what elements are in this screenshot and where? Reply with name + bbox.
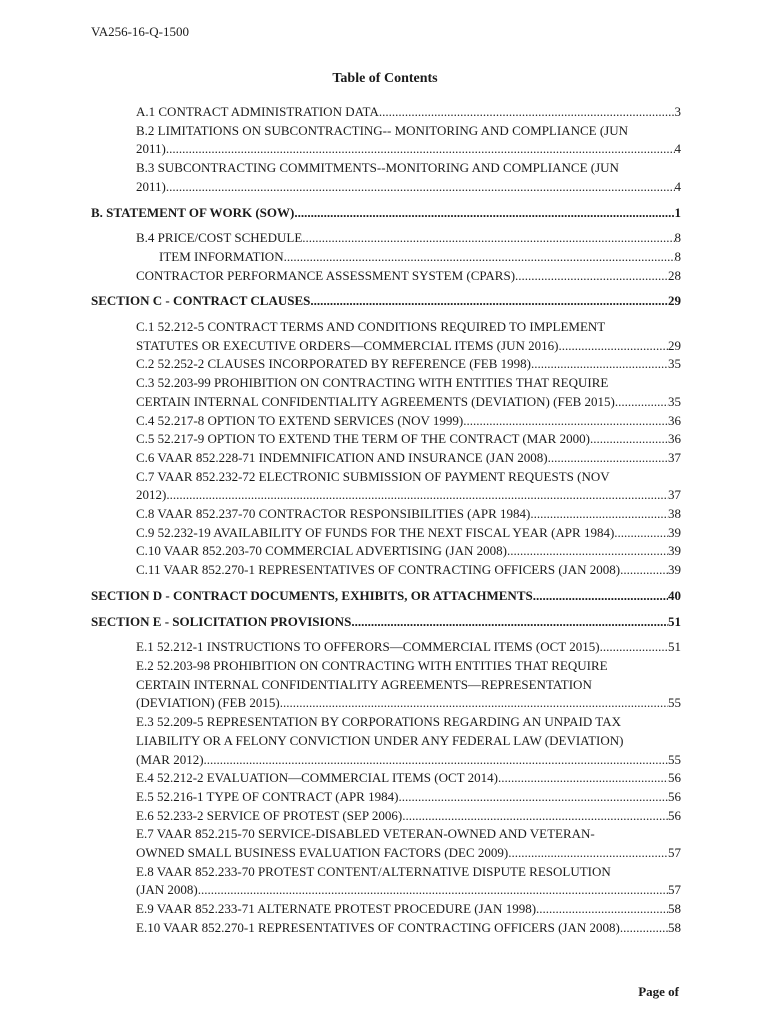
toc-entry[interactable]	[136, 638, 681, 657]
toc-entry[interactable]	[136, 449, 681, 468]
toc-entry-text: C.9 52.232-19 AVAILABILITY OF FUNDS FOR THE NEXT FISCAL YEAR (APR 1984)	[136, 524, 615, 540]
dot-leader	[536, 900, 668, 919]
toc-entry[interactable]	[136, 713, 681, 769]
dot-leader	[284, 248, 675, 267]
toc-entry-line	[91, 613, 681, 632]
toc-entry[interactable]	[136, 430, 681, 449]
toc-page-number: 56	[668, 788, 681, 804]
toc-entry-line	[136, 751, 681, 770]
toc-entry[interactable]	[136, 807, 681, 826]
toc-entry-text: B.3 SUBCONTRACTING COMMITMENTS--MONITORING AND COMPLIANCE (JUN	[136, 160, 619, 176]
dot-leader	[515, 267, 668, 286]
toc-entry-text: C.7 VAAR 852.232-72 ELECTRONIC SUBMISSION OF PAYMENT REQUESTS (NOV	[136, 468, 610, 484]
toc-entry-line	[136, 318, 681, 337]
toc-entry[interactable]	[136, 919, 681, 938]
dot-leader	[507, 542, 668, 561]
toc-page-number: 28	[668, 267, 681, 283]
toc-entry-text: STATUTES OR EXECUTIVE ORDERS—COMMERCIAL ITEMS (JUN 2016)	[136, 337, 559, 353]
toc-entry-line	[136, 468, 681, 487]
toc-entry-text: C.8 VAAR 852.237-70 CONTRACTOR RESPONSIBILITIES (APR 1984)	[136, 506, 531, 522]
toc-entry-text: (DEVIATION) (FEB 2015)	[136, 695, 280, 711]
toc-entry-text: E.4 52.212-2 EVALUATION—COMMERCIAL ITEMS (OCT 2014)	[136, 770, 498, 786]
dot-leader	[166, 178, 675, 197]
toc-entry-text: E.10 VAAR 852.270-1 REPRESENTATIVES OF CONTRACTING OFFICERS (JAN 2008)	[136, 919, 620, 935]
toc-entry-line	[136, 159, 681, 178]
table-of-contents	[91, 103, 681, 938]
dot-leader	[600, 638, 668, 657]
toc-page-number: 36	[668, 431, 681, 447]
toc-entry-line	[136, 393, 681, 412]
toc-page-number: 57	[668, 845, 681, 861]
toc-entry-text: C.2 52.252-2 CLAUSES INCORPORATED BY REFERENCE (FEB 1998)	[136, 356, 531, 372]
toc-entry-line	[136, 561, 681, 580]
toc-entry-text: (JAN 2008)	[136, 882, 198, 898]
dot-leader	[351, 613, 668, 632]
toc-entry-line	[136, 140, 681, 159]
toc-entry-line	[136, 486, 681, 505]
toc-entry-text: E.6 52.233-2 SERVICE OF PROTEST (SEP 2006)	[136, 807, 403, 823]
toc-entry-line	[136, 881, 681, 900]
dot-leader	[590, 430, 668, 449]
toc-entry[interactable]	[136, 318, 681, 355]
toc-entry-line	[136, 694, 681, 713]
toc-entry-line	[136, 229, 681, 248]
toc-page-number: 4	[674, 178, 681, 194]
toc-entry-text: SECTION E - SOLICITATION PROVISIONS	[91, 613, 352, 629]
toc-entry-line	[136, 863, 681, 882]
toc-entry-line	[136, 337, 681, 356]
toc-page-number: 55	[668, 695, 681, 711]
toc-entry[interactable]	[136, 374, 681, 411]
toc-entry-text: 2011)	[136, 141, 166, 157]
toc-entry[interactable]	[136, 524, 681, 543]
toc-entry-line	[136, 900, 681, 919]
toc-entry-line	[136, 919, 681, 938]
toc-entry[interactable]	[136, 505, 681, 524]
toc-page-number: 39	[668, 543, 681, 559]
toc-entry-text: OWNED SMALL BUSINESS EVALUATION FACTORS (DEC 2009)	[136, 845, 509, 861]
toc-entry[interactable]	[159, 248, 681, 267]
toc-entry-text: SECTION C - CONTRACT CLAUSES	[91, 293, 311, 309]
toc-entry-line	[136, 807, 681, 826]
toc-entry-text: B. STATEMENT OF WORK (SOW)	[91, 204, 295, 220]
dot-leader	[508, 844, 668, 863]
toc-entry[interactable]	[136, 122, 681, 159]
toc-entry-text: E.9 VAAR 852.233-71 ALTERNATE PROTEST PROCEDURE (JAN 1998)	[136, 901, 537, 917]
toc-entry-line	[136, 844, 681, 863]
toc-page-number: 4	[674, 141, 681, 157]
toc-entry-line	[136, 769, 681, 788]
toc-entry-text: C.3 52.203-99 PROHIBITION ON CONTRACTING WITH ENTITIES THAT REQUIRE	[136, 375, 609, 391]
dot-leader	[530, 505, 668, 524]
toc-entry-line	[136, 449, 681, 468]
document-id: VA256-16-Q-1500	[91, 24, 189, 39]
toc-entry-text: 2011)	[136, 178, 166, 194]
toc-entry-line	[136, 676, 681, 695]
toc-entry-line	[136, 713, 681, 732]
toc-entry-text: 2012)	[136, 487, 167, 503]
toc-entry-line	[159, 248, 681, 267]
toc-entry[interactable]	[136, 103, 681, 122]
dot-leader	[310, 292, 668, 311]
dot-leader	[531, 355, 668, 374]
toc-entry-text: LIABILITY OR A FELONY CONVICTION UNDER ANY FEDERAL LAW (DEVIATION)	[136, 732, 624, 748]
toc-entry-text: CONTRACTOR PERFORMANCE ASSESSMENT SYSTEM (CPARS)	[136, 267, 516, 283]
toc-page-number: 56	[668, 770, 681, 786]
dot-leader	[614, 524, 668, 543]
toc-entry-text: C.10 VAAR 852.203-70 COMMERCIAL ADVERTISING (JAN 2008)	[136, 543, 507, 559]
dot-leader	[302, 229, 674, 248]
toc-entry-line	[136, 267, 681, 286]
toc-entry-line	[136, 657, 681, 676]
toc-page-number: 58	[668, 919, 681, 935]
toc-page-number: 35	[668, 393, 681, 409]
toc-section-heading[interactable]	[91, 204, 681, 223]
dot-leader	[498, 769, 668, 788]
dot-leader	[548, 449, 668, 468]
page-footer: Page of	[638, 984, 679, 999]
toc-entry[interactable]	[136, 657, 681, 713]
toc-entry[interactable]	[136, 468, 681, 505]
toc-page-number: 3	[674, 104, 681, 119]
toc-entry-text: E.3 52.209-5 REPRESENTATION BY CORPORATIONS REGARDING AN UNPAID TAX	[136, 714, 621, 730]
toc-page-number: 56	[668, 807, 681, 823]
toc-entry[interactable]	[136, 561, 681, 580]
toc-entry-line	[136, 505, 681, 524]
toc-entry-line	[136, 825, 681, 844]
toc-section-heading[interactable]	[91, 613, 681, 632]
toc-section-heading[interactable]	[91, 587, 681, 606]
dot-leader	[166, 486, 668, 505]
toc-page-number: 38	[668, 506, 681, 522]
toc-entry-text: CERTAIN INTERNAL CONFIDENTIALITY AGREEMENTS—REPRESENTATION	[136, 676, 592, 692]
toc-page-number: 29	[668, 337, 681, 353]
dot-leader	[379, 103, 675, 122]
toc-entry-line	[136, 524, 681, 543]
toc-page-number: 51	[668, 613, 681, 629]
toc-entry-text: A.1 CONTRACT ADMINISTRATION DATA	[136, 104, 379, 119]
toc-page-number: 8	[674, 230, 681, 246]
toc-entry-text: E.1 52.212-1 INSTRUCTIONS TO OFFERORS—COMMERCIAL ITEMS (OCT 2015)	[136, 639, 600, 655]
toc-entry[interactable]	[136, 825, 681, 862]
toc-entry-line	[91, 292, 681, 311]
toc-page-number: 35	[668, 356, 681, 372]
toc-entry-text: (MAR 2012)	[136, 751, 204, 767]
toc-entry-text: C.5 52.217-9 OPTION TO EXTEND THE TERM OF THE CONTRACT (MAR 2000)	[136, 431, 590, 447]
toc-entry[interactable]	[136, 542, 681, 561]
toc-entry-line	[136, 122, 681, 141]
toc-entry[interactable]	[136, 900, 681, 919]
dot-leader	[294, 204, 674, 223]
toc-entry-line	[91, 587, 681, 606]
toc-entry-line	[136, 788, 681, 807]
toc-entry-text: ITEM INFORMATION	[159, 248, 284, 264]
toc-entry-line	[136, 638, 681, 657]
toc-entry-line	[136, 430, 681, 449]
toc-entry-text: C.11 VAAR 852.270-1 REPRESENTATIVES OF CONTRACTING OFFICERS (JAN 2008)	[136, 562, 621, 578]
dot-leader	[620, 919, 668, 938]
toc-entry-text: E.5 52.216-1 TYPE OF CONTRACT (APR 1984)	[136, 788, 399, 804]
toc-page-number: 8	[674, 248, 681, 264]
toc-entry[interactable]	[136, 788, 681, 807]
toc-entry-line	[136, 178, 681, 197]
toc-page-number: 29	[668, 293, 681, 309]
dot-leader	[463, 412, 668, 431]
toc-title: Table of Contents	[332, 71, 438, 86]
toc-section-heading[interactable]	[91, 292, 681, 311]
toc-entry-text: CERTAIN INTERNAL CONFIDENTIALITY AGREEMENTS (DEVIATION) (FEB 2015)	[136, 393, 615, 409]
toc-page-number: 1	[674, 204, 681, 220]
dot-leader	[204, 751, 668, 770]
toc-entry[interactable]	[136, 267, 681, 286]
dot-leader	[615, 393, 668, 412]
toc-entry[interactable]	[136, 355, 681, 374]
toc-entry-text: C.1 52.212-5 CONTRACT TERMS AND CONDITIONS REQUIRED TO IMPLEMENT	[136, 319, 606, 335]
dot-leader	[166, 140, 675, 159]
toc-page-number: 37	[668, 449, 681, 465]
toc-entry[interactable]	[136, 159, 681, 196]
toc-entry-text: C.4 52.217-8 OPTION TO EXTEND SERVICES (NOV 1999)	[136, 412, 464, 428]
toc-entry[interactable]	[136, 769, 681, 788]
toc-page-number: 39	[668, 524, 681, 540]
toc-page-number: 36	[668, 412, 681, 428]
toc-entry-line	[136, 542, 681, 561]
toc-entry[interactable]	[136, 412, 681, 431]
toc-page-number: 40	[668, 587, 681, 603]
toc-entry-line	[136, 374, 681, 393]
toc-page-number: 51	[668, 639, 681, 655]
toc-entry-line	[136, 412, 681, 431]
dot-leader	[620, 561, 668, 580]
dot-leader	[398, 788, 668, 807]
toc-entry-text: SECTION D - CONTRACT DOCUMENTS, EXHIBITS, OR ATTACHMENTS	[91, 587, 533, 603]
toc-entry-line	[91, 204, 681, 223]
toc-entry-text: E.7 VAAR 852.215-70 SERVICE-DISABLED VETERAN-OWNED AND VETERAN-	[136, 826, 595, 842]
toc-entry-text: E.2 52.203-98 PROHIBITION ON CONTRACTING WITH ENTITIES THAT REQUIRE	[136, 657, 608, 673]
dot-leader	[280, 694, 668, 713]
toc-entry-text: C.6 VAAR 852.228-71 INDEMNIFICATION AND INSURANCE (JAN 2008)	[136, 449, 548, 465]
dot-leader	[558, 337, 668, 356]
dot-leader	[402, 807, 668, 826]
toc-page-number: 55	[668, 751, 681, 767]
toc-page-number: 58	[668, 901, 681, 917]
toc-entry[interactable]	[136, 229, 681, 248]
toc-entry-text: B.4 PRICE/COST SCHEDULE	[136, 230, 303, 246]
dot-leader	[533, 587, 668, 606]
toc-entry-line	[136, 355, 681, 374]
toc-entry-text: E.8 VAAR 852.233-70 PROTEST CONTENT/ALTERNATIVE DISPUTE RESOLUTION	[136, 863, 611, 879]
toc-page-number: 57	[668, 882, 681, 898]
dot-leader	[198, 881, 668, 900]
toc-entry-text: B.2 LIMITATIONS ON SUBCONTRACTING-- MONITORING AND COMPLIANCE (JUN	[136, 122, 628, 138]
toc-entry-line	[136, 103, 681, 122]
toc-entry[interactable]	[136, 863, 681, 900]
toc-entry-line	[136, 732, 681, 751]
toc-page-number: 37	[668, 487, 681, 503]
toc-page-number: 39	[668, 562, 681, 578]
